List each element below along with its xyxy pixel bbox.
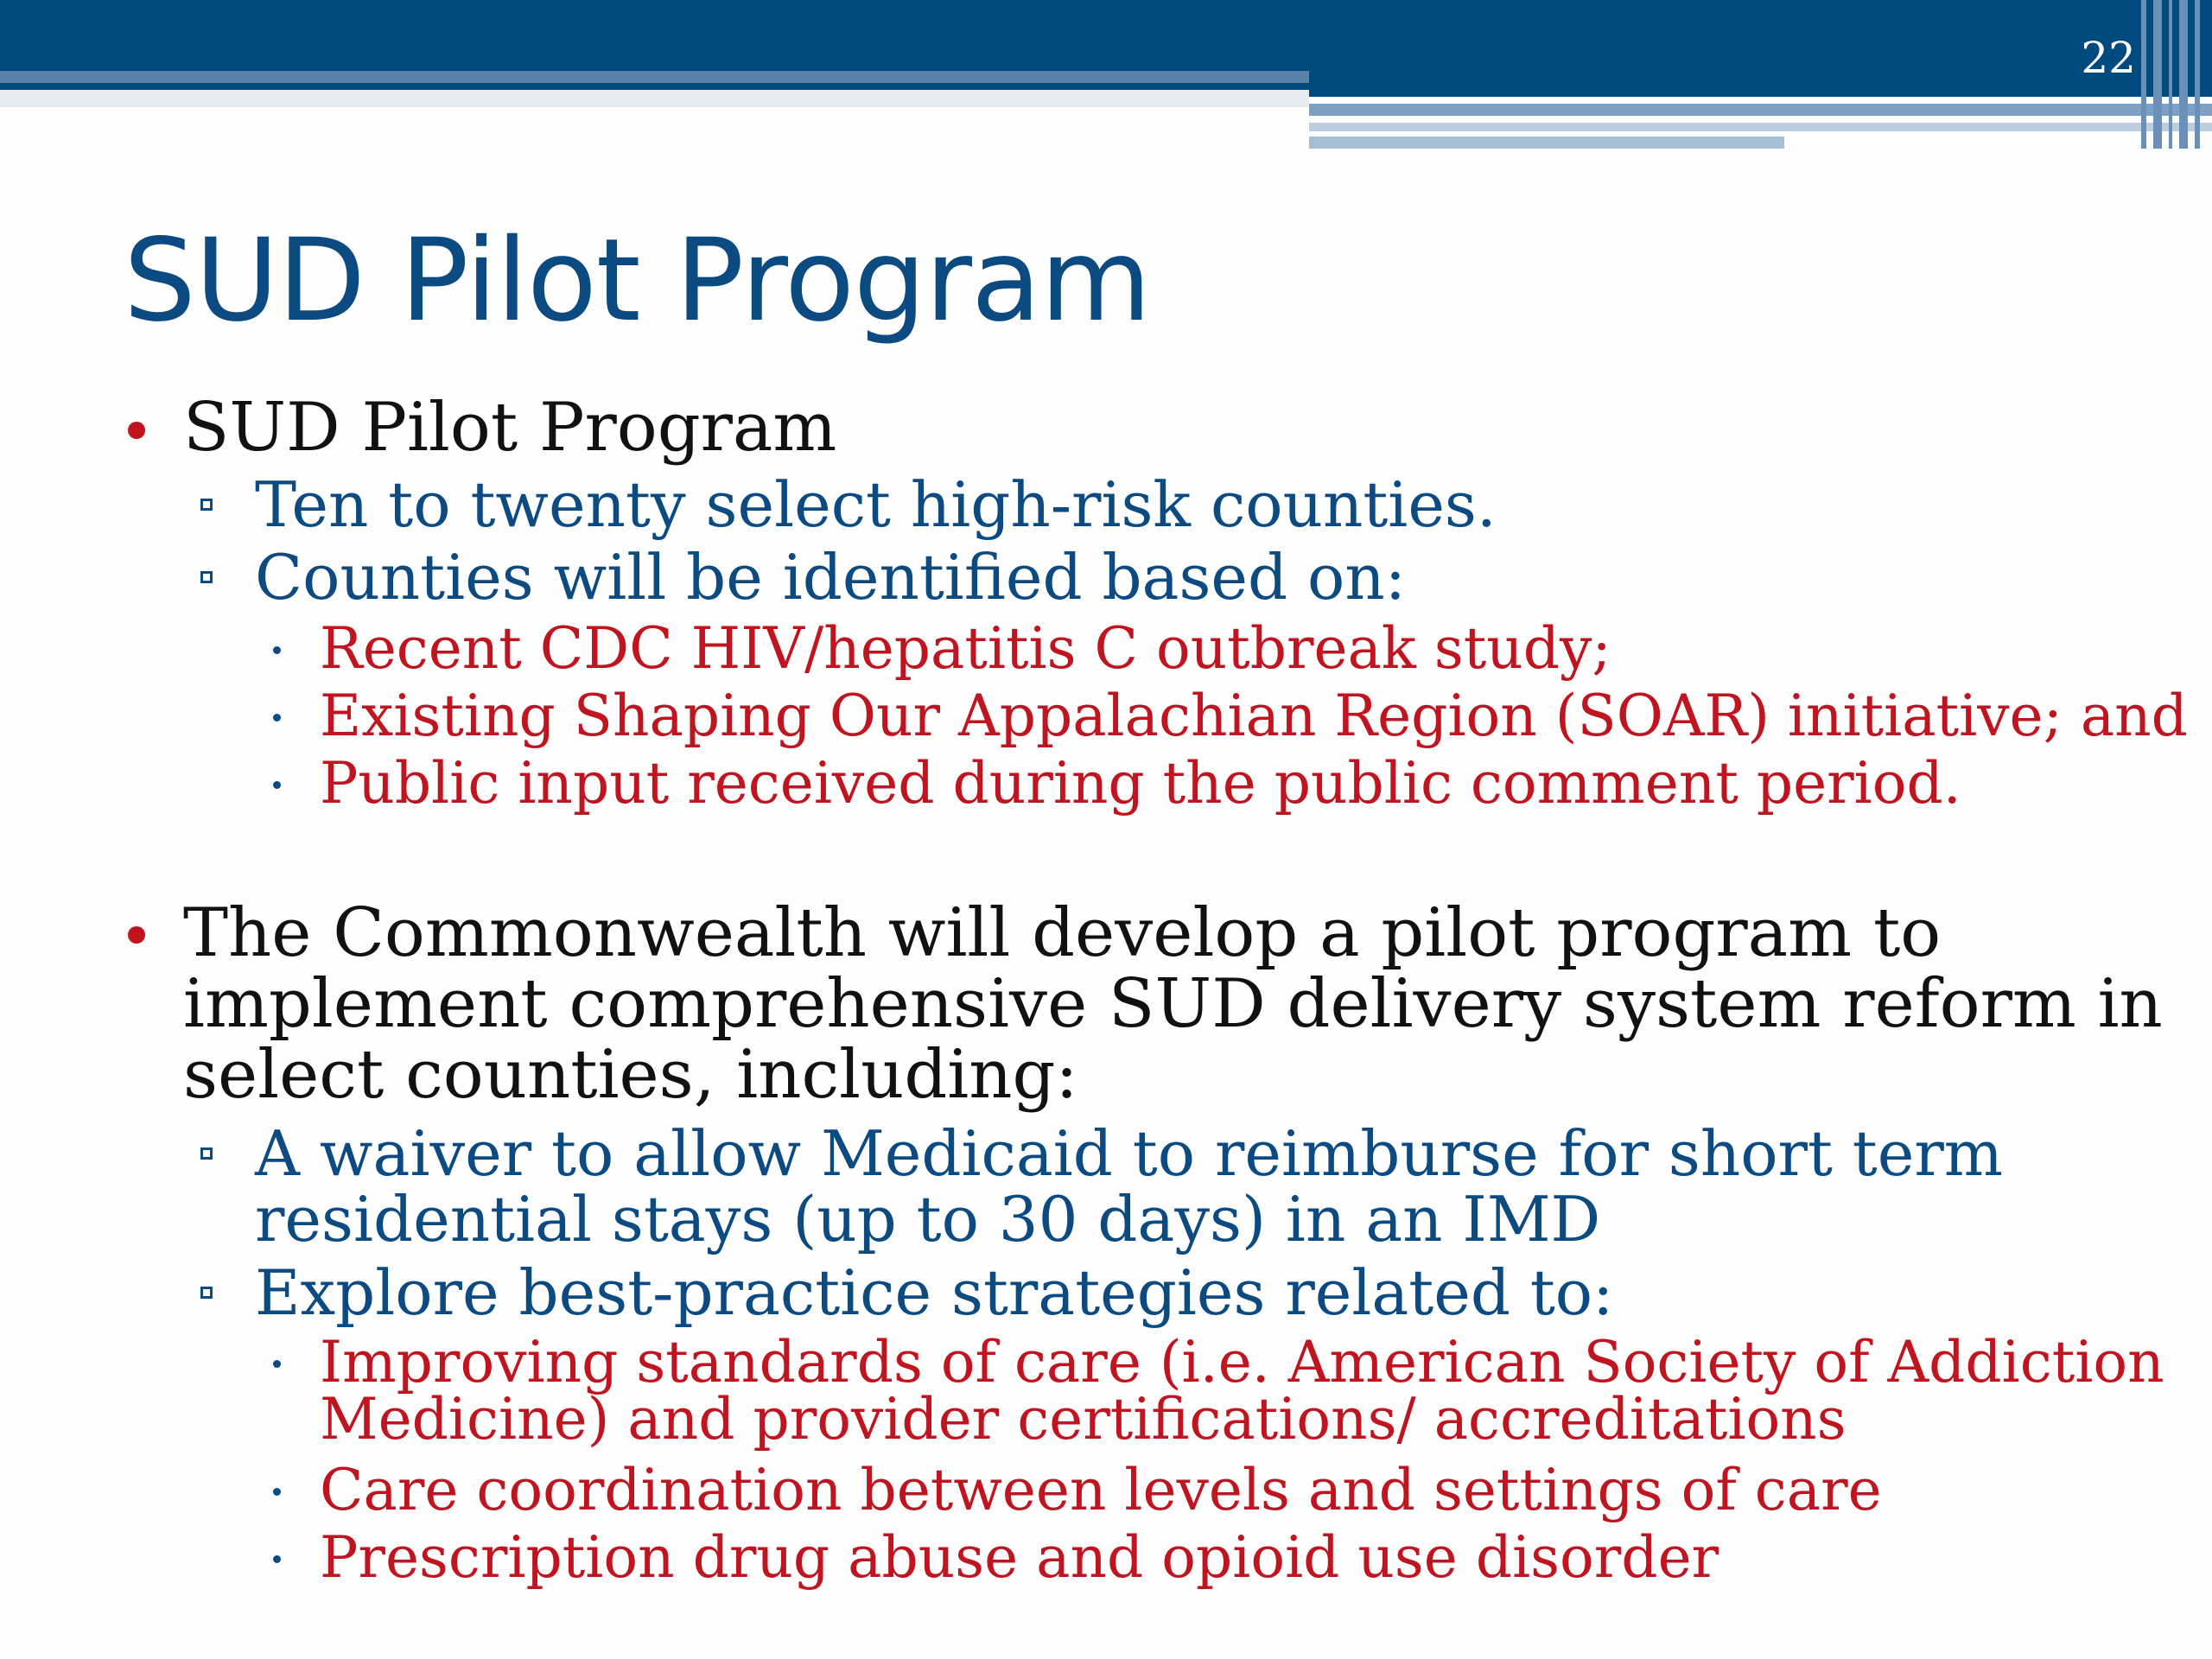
sub-sub-bullet-dot: [273, 1360, 281, 1368]
bullet-text: SUD Pilot Program: [183, 389, 837, 467]
sub-bullet-square: [200, 571, 213, 583]
sub-bullet-text: Ten to twenty select high-risk counties.: [255, 468, 1497, 541]
sub-sub-bullet-text-line: Improving standards of care (i.e. American Society of Addiction: [320, 1329, 2164, 1395]
header-vertical-line: [2141, 0, 2146, 149]
bullet-text-line: The Commonwealth will develop a pilot program to: [183, 894, 1942, 972]
header-stripe: [0, 71, 1309, 83]
sub-bullet-text-line: A waiver to allow Medicaid to reimburse for short term: [255, 1117, 2004, 1190]
bullet-dot: [128, 422, 145, 439]
header-vertical-line: [2195, 0, 2200, 149]
header-vertical-line: [2179, 0, 2188, 149]
header-stripe: [1309, 123, 2212, 131]
sub-sub-bullet-dot: [273, 781, 281, 789]
header-vertical-line: [2153, 0, 2162, 149]
header-stripe: [0, 90, 1309, 107]
bullet-text-line: implement comprehensive SUD delivery system reform in: [183, 965, 2163, 1043]
sub-bullet-square: [200, 1287, 213, 1299]
header-vertical-line: [2169, 0, 2172, 149]
sub-sub-bullet-text-line: Medicine) and provider certifications/ accreditations: [320, 1386, 1847, 1452]
sub-bullet-text: Counties will be identified based on:: [255, 541, 1406, 613]
sub-sub-bullet-text: Existing Shaping Our Appalachian Region (SOAR) initiative; and: [320, 683, 2188, 749]
sub-sub-bullet-dot: [273, 646, 281, 654]
sub-sub-bullet-dot: [273, 1555, 281, 1563]
header-stripe: [1309, 104, 2212, 116]
header-stripe: [1309, 137, 1784, 149]
bullet-text-line: select counties, including:: [183, 1036, 1078, 1114]
sub-sub-bullet-text: Public input received during the public comment period.: [320, 750, 1961, 817]
sub-sub-bullet-dot: [273, 714, 281, 721]
sub-bullet-text-line: residential stays (up to 30 days) in an IMD: [255, 1183, 1601, 1255]
sub-bullet-square: [200, 499, 213, 511]
sub-sub-bullet-text: Care coordination between levels and settings of care: [320, 1457, 1882, 1523]
slide-title: SUD Pilot Program: [124, 214, 1151, 347]
sub-bullet-text: Explore best-practice strategies related to:: [255, 1256, 1614, 1329]
sub-sub-bullet-text: Recent CDC HIV/hepatitis C outbreak study;: [320, 615, 1611, 682]
slide-number: 22: [2081, 33, 2136, 83]
sub-sub-bullet-text: Prescription drug abuse and opioid use disorder: [320, 1524, 1719, 1591]
sub-sub-bullet-dot: [273, 1488, 281, 1496]
bullet-dot: [128, 926, 145, 944]
sub-bullet-square: [200, 1147, 213, 1160]
